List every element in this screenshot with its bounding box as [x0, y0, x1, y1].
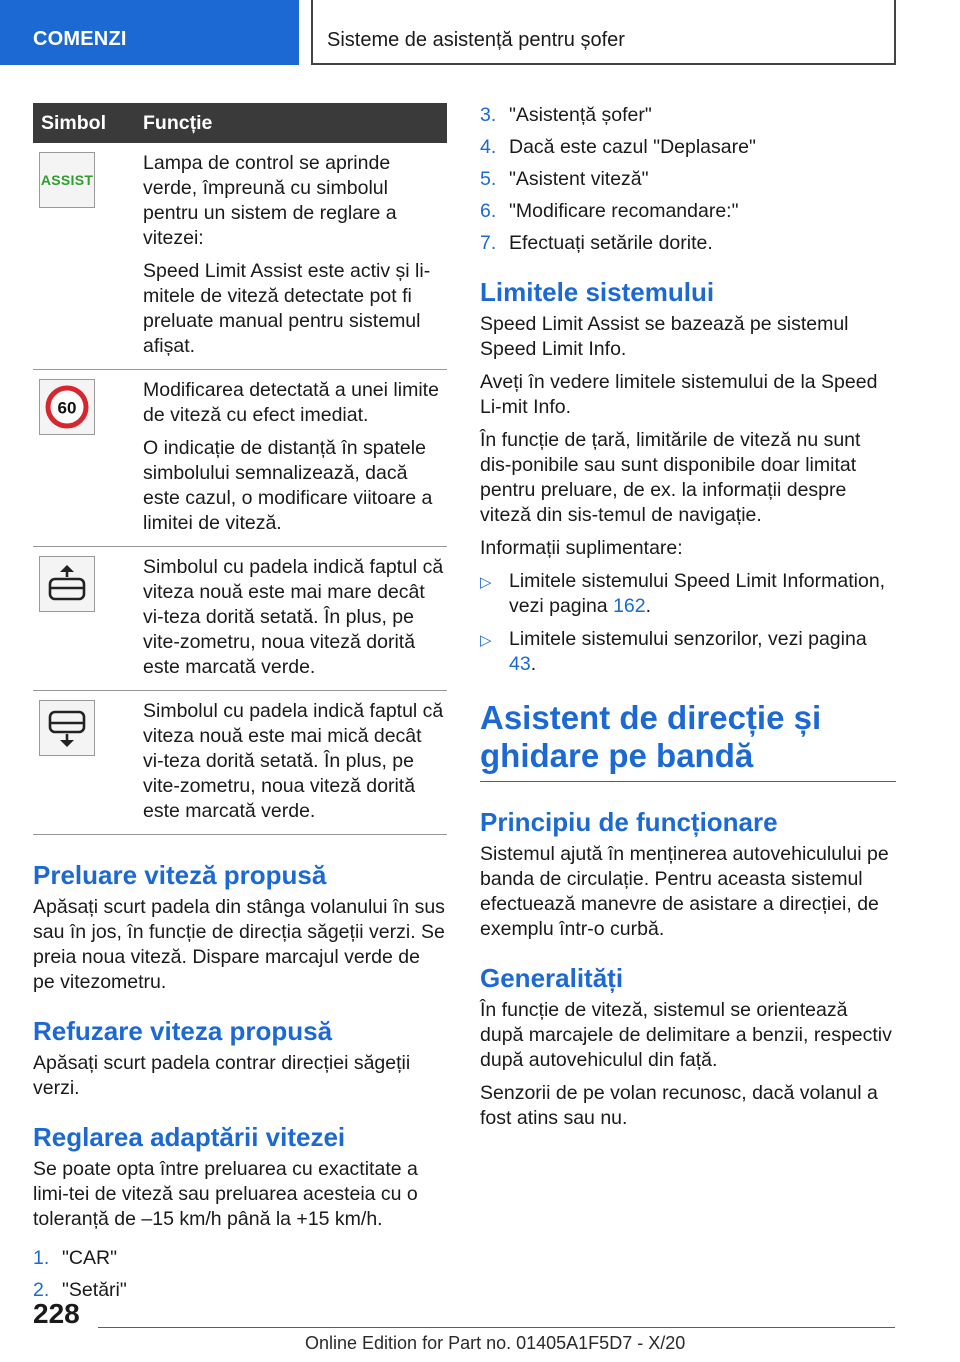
heading-reglarea: Reglarea adaptării vitezei [33, 1122, 346, 1152]
symbol-table [33, 103, 447, 835]
paragraph: Informații suplimentare: [480, 537, 683, 559]
section-title: COMENZI [33, 28, 127, 50]
table-row [33, 691, 447, 835]
heading-refuzare: Refuzare viteza propusă [33, 1016, 333, 1046]
paddle-up-icon [39, 556, 95, 612]
step-item: 3. "Asistență șofer" [480, 104, 652, 126]
column-header-function: Funcție [143, 103, 447, 143]
paragraph: În funcție de țară, limitările de viteză nu sunt dis-ponibile sau sunt disponibile doar limitat pentru preluare, de ex. la informații despre viteză din sis-temul de navigație. [480, 429, 861, 526]
page-number: 228 [33, 1298, 80, 1329]
paddle-down-icon [39, 700, 95, 756]
chapter-tab[interactable] [311, 0, 896, 65]
chapter-title: Sisteme de asistență pentru șofer [327, 29, 625, 51]
row-text: Simbolul cu padela indică faptul că viteza nouă este mai mare decât vi-teza dorită setată. În plus, pe vite-zometru, noua viteză dorită este marcată verde. [143, 556, 444, 678]
paragraph: În funcție de viteză, sistemul se orientează după marcajele de delimitare a benzii, respectiv după autovehiculul din față. [480, 999, 892, 1071]
paragraph: Apăsați scurt padela din stânga volanului în sus sau în jos, în funcție de direcția săgeții verzi. Se preia noua viteză. Dispare marcajul verde de pe vitezometru. [33, 896, 445, 993]
table-row [33, 547, 447, 691]
row-text: Simbolul cu padela indică faptul că viteza nouă este mai mică decât vi-teza dorită setată. În plus, pe vite-zometru, noua viteză dorită este marcată verde. [143, 700, 444, 822]
left-column [33, 103, 447, 1310]
paragraph: Sistemul ajută în menținerea autovehiculului pe banda de circulație. Pentru aceasta sistemul efectuează manevre de asistare a direcției, de exemplu într-o curbă. [480, 843, 889, 940]
heading-limitele: Limitele sistemului [480, 277, 715, 307]
heading-preluare: Preluare viteză propusă [33, 860, 327, 890]
footer-edition: Online Edition for Part no. 01405A1F5D7 - X/20 [305, 1333, 686, 1353]
step-item: 2. "Setări" [33, 1279, 127, 1301]
paragraph: Aveți în vedere limitele sistemului de la Speed Li-mit Info. [480, 371, 878, 418]
footer-divider [98, 1327, 895, 1328]
section-heading-asistent: Asistent de direcție și ghidare pe bandă [480, 699, 896, 782]
right-column [480, 103, 896, 1139]
triangle-bullet-icon: ▷ [480, 574, 492, 591]
table-row [33, 370, 447, 547]
list-item: ▷ Limitele sistemului Speed Limit Information, vezi pagina 162. [480, 570, 886, 617]
speed-limit-sign-icon [39, 379, 95, 435]
step-item: 6. "Modificare recomandare:" [480, 200, 739, 222]
step-item: 1. "CAR" [33, 1247, 118, 1269]
paragraph: Senzorii de pe volan recunosc, dacă volanul a fost atins sau nu. [480, 1082, 878, 1129]
page-link[interactable]: 43 [509, 653, 531, 675]
row-text: Speed Limit Assist este activ și li-mitele de viteză detectate pot fi preluate manual pentru sistemul afișat. [143, 260, 431, 357]
heading-principiu: Principiu de funcționare [480, 807, 778, 837]
assist-icon: ASSIST [39, 152, 95, 208]
column-header-symbol: Simbol [33, 103, 143, 143]
triangle-bullet-icon: ▷ [480, 632, 492, 649]
list-item: ▷ Limitele sistemului senzorilor, vezi pagina 43. [480, 628, 867, 675]
row-text: O indicație de distanță în spatele simbolului semnalizează, dacă este cazul, o modificare viitoare a limitei de viteză. [143, 437, 433, 534]
paragraph: Apăsați scurt padela contrar direcției săgeții verzi. [33, 1052, 411, 1099]
step-item: 7. Efectuați setările dorite. [480, 232, 713, 254]
step-item: 5. "Asistent viteză" [480, 168, 649, 190]
row-text: Modificarea detectată a unei limite de viteză cu efect imediat. [143, 379, 439, 426]
paragraph: Se poate opta între preluarea cu exactitate a limi-tei de viteză sau preluarea acesteia cu o toleranță de –15 km/h până la +15 km/h. [33, 1158, 418, 1230]
section-tab[interactable] [0, 0, 299, 65]
paragraph: Speed Limit Assist se bazează pe sistemul Speed Limit Info. [480, 313, 849, 360]
heading-generalitati: Generalități [480, 963, 624, 993]
row-text: Lampa de control se aprinde verde, împreună cu simbolul pentru un sistem de reglare a vitezei: [143, 152, 397, 249]
table-row [33, 143, 447, 370]
page-link[interactable]: 162 [613, 595, 646, 617]
step-item: 4. Dacă este cazul "Deplasare" [480, 136, 756, 158]
svg-text:60: 60 [57, 398, 77, 418]
